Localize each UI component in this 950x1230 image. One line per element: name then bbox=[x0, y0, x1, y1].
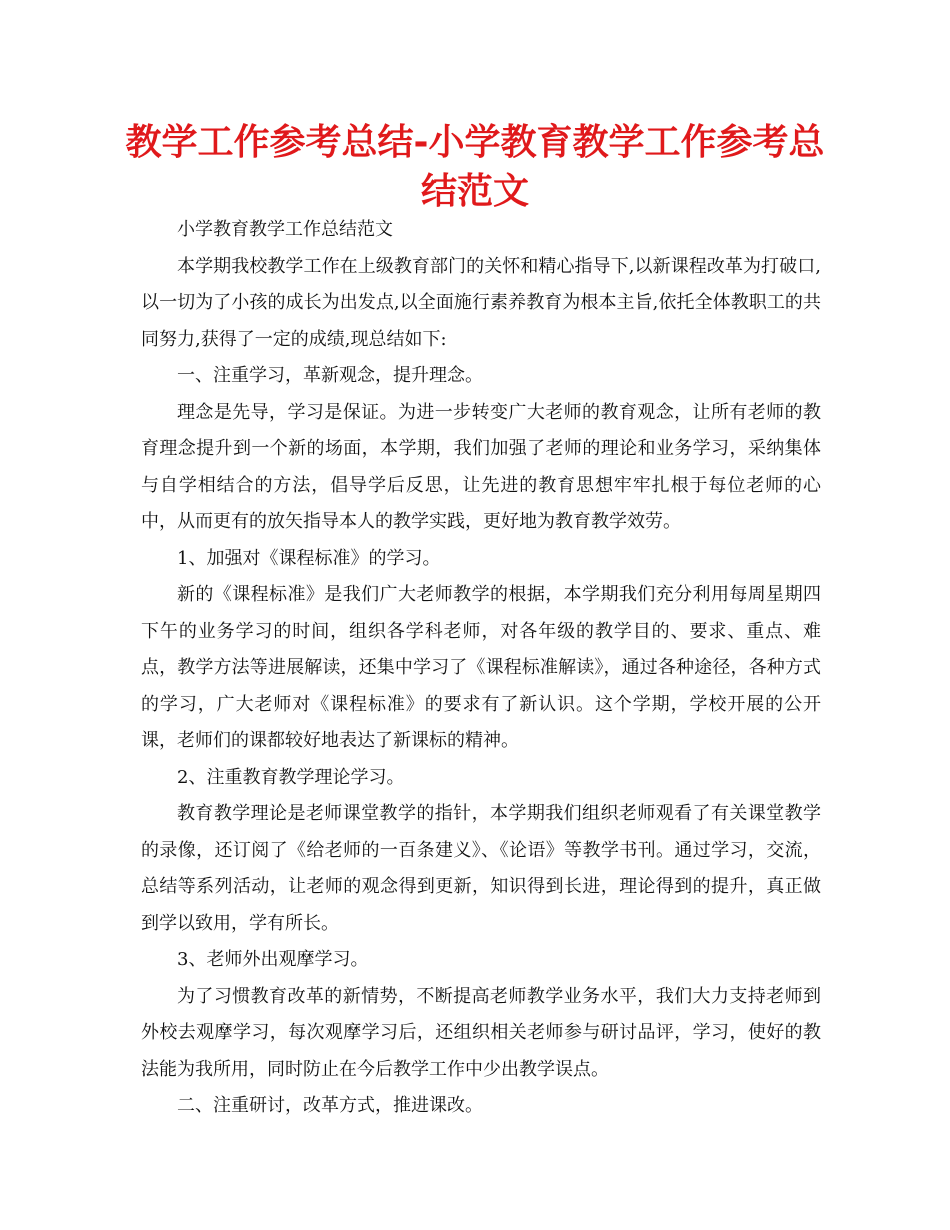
document-body bbox=[141, 212, 821, 1125]
paragraph: 新的《课程标准》是我们广大老师教学的根据，本学期我们充分利用每周星期四下午的业务学习的时间，组织各学科老师，对各年级的教学目的、要求、重点、难点，教学方法等进展解读，还集中学习了《课程标准解读》，通过各种途径，各种方式的学习，广大老师对《课程标准》的要求有了新认识。这个学期，学校开展的公开课，老师们的课都较好地表达了新课标的精神。 bbox=[141, 584, 821, 751]
paragraph-subtitle: 小学教育教学工作总结范文 bbox=[177, 219, 393, 240]
section-heading-2: 二、注重研讨，改革方式，推进课改。 bbox=[177, 1095, 483, 1116]
paragraph-intro: 本学期我校教学工作在上级教育部门的关怀和精心指导下,以新课程改革为打破口,以一切为了小孩的成长为出发点,以全面施行素养教育为根本主旨,依托全体教职工的共同努力,获得了一定的成绩,现总结如下: bbox=[141, 255, 821, 350]
paragraph: 教育教学理论是老师课堂教学的指针，本学期我们组织老师观看了有关课堂教学的录像，还订阅了《给老师的一百条建义》、《论语》等教学书刊。通过学习，交流，总结等系列活动，让老师的观念得到更新，知识得到长进，理论得到的提升，真正做到学以致用，学有所长。 bbox=[141, 803, 821, 934]
paragraph: 为了习惯教育改革的新情势，不断提高老师教学业务水平，我们大力支持老师到外校去观摩学习，每次观摩学习后，还组织相关老师参与研讨品评，学习，使好的教法能为我所用，同时防止在今后教学工作中少出教学误点。 bbox=[141, 985, 821, 1080]
section-heading-1: 一、注重学习，革新观念，提升理念。 bbox=[177, 365, 483, 386]
document-title: 教学工作参考总结-小学教育教学工作参考总结范文 bbox=[125, 122, 825, 212]
subheading-2: 2、注重教育教学理论学习。 bbox=[177, 766, 405, 788]
subheading-3: 3、老师外出观摩学习。 bbox=[177, 949, 369, 970]
subheading-1: 1、加强对《课程标准》的学习。 bbox=[177, 547, 441, 569]
paragraph: 理念是先导，学习是保证。为进一步转变广大老师的教育观念，让所有老师的教育理念提升到一个新的场面，本学期，我们加强了老师的理论和业务学习，采纳集体与自学相结合的方法，倡导学后反思，让先进的教育思想牢牢扎根于每位老师的心中，从而更有的放矢指导本人的教学实践，更好地为教育教学效劳。 bbox=[141, 401, 821, 532]
